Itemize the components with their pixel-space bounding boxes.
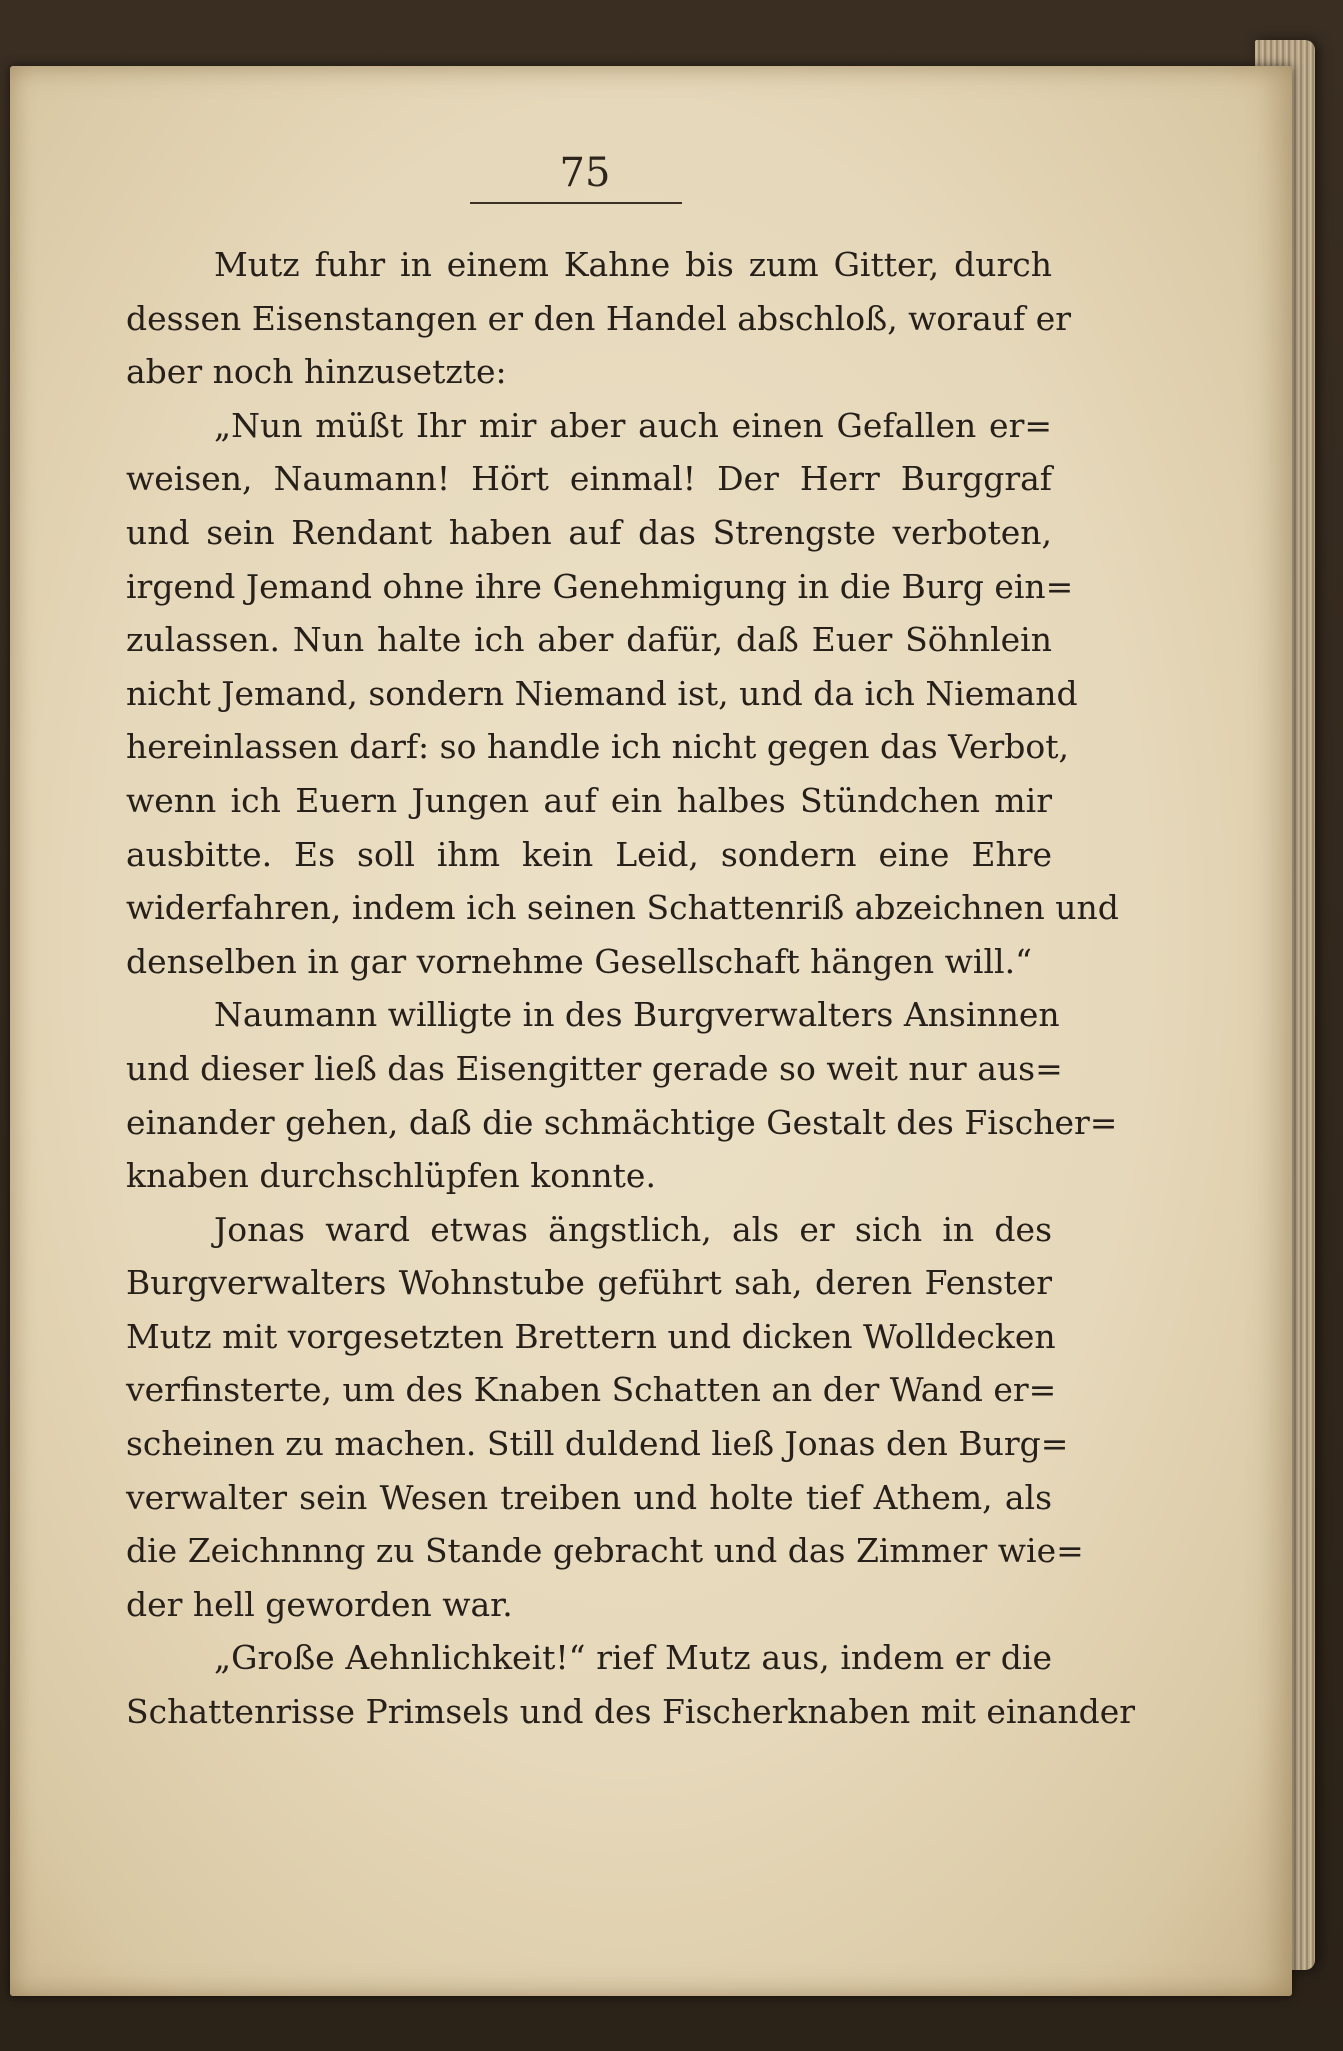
text-line: der hell geworden war.	[126, 1584, 513, 1624]
text-line: Naumann willigte in des Burgverwalters Ansinnen	[214, 995, 1060, 1035]
text-line: aber noch hinzusetzte:	[126, 352, 507, 392]
body-text	[126, 238, 1136, 1739]
text-line: irgend Jemand ohne ihre Genehmigung in die Burg ein=	[126, 566, 1074, 606]
text-line: hereinlassen darf: so handle ich nicht gegen das Verbot,	[126, 727, 1070, 767]
text-line: die Zeichnnng zu Stande gebracht und das Zimmer wie=	[126, 1531, 1084, 1571]
paragraph	[126, 238, 1072, 399]
text-line: Schattenrisse Primsels und des Fischerknaben mit einander	[126, 1692, 1136, 1732]
text-line: weisen, Naumann! Hört einmal! Der Herr Burggraf	[126, 459, 1052, 499]
header-rule	[470, 202, 682, 204]
paragraph	[126, 988, 1118, 1202]
text-line: zulassen. Nun halte ich aber dafür, daß Euer Söhnlein	[126, 620, 1052, 660]
text-line: verfinsterte, um des Knaben Schatten an der Wand er=	[126, 1370, 1057, 1410]
text-line: „Nun müßt Ihr mir aber auch einen Gefallen er=	[214, 405, 1052, 445]
paragraph	[126, 399, 1119, 989]
text-line: dessen Eisenstangen er den Handel abschloß, worauf er	[126, 298, 1072, 338]
text-line: denselben in gar vornehme Gesellschaft hängen will.“	[126, 941, 1032, 981]
text-line: widerfahren, indem ich seinen Schattenriß abzeichnen und	[126, 888, 1119, 928]
text-line: und sein Rendant haben auf das Strengste verboten,	[126, 512, 1052, 552]
text-line: einander gehen, daß die schmächtige Gestalt des Fischer=	[126, 1102, 1118, 1142]
text-line: und dieser ließ das Eisengitter gerade so weit nur aus=	[126, 1048, 1063, 1088]
text-line: Mutz mit vorgesetzten Brettern und dicken Wolldecken	[126, 1316, 1056, 1356]
text-line: Mutz fuhr in einem Kahne bis zum Gitter, durch	[214, 245, 1052, 284]
text-line: knaben durchschlüpfen konnte.	[126, 1156, 656, 1196]
text-line: Jonas ward etwas ängstlich, als er sich in des	[214, 1209, 1052, 1249]
paragraph	[126, 1631, 1136, 1738]
text-line: scheinen zu machen. Still duldend ließ Jonas den Burg=	[126, 1424, 1069, 1464]
text-line: nicht Jemand, sondern Niemand ist, und da ich Niemand	[126, 673, 1078, 713]
page-number: 75	[559, 150, 611, 196]
paragraph	[126, 1203, 1084, 1632]
text-line: wenn ich Euern Jungen auf ein halbes Stündchen mir	[126, 780, 1052, 820]
book-page	[10, 66, 1292, 1996]
text-line: ausbitte. Es soll ihm kein Leid, sondern eine Ehre	[126, 834, 1052, 874]
text-line: Burgverwalters Wohnstube geführt sah, deren Fenster	[126, 1263, 1052, 1303]
text-line: verwalter sein Wesen treiben und holte tief Athem, als	[126, 1477, 1052, 1517]
text-line: „Große Aehnlichkeit!“ rief Mutz aus, indem er die	[214, 1638, 1052, 1678]
